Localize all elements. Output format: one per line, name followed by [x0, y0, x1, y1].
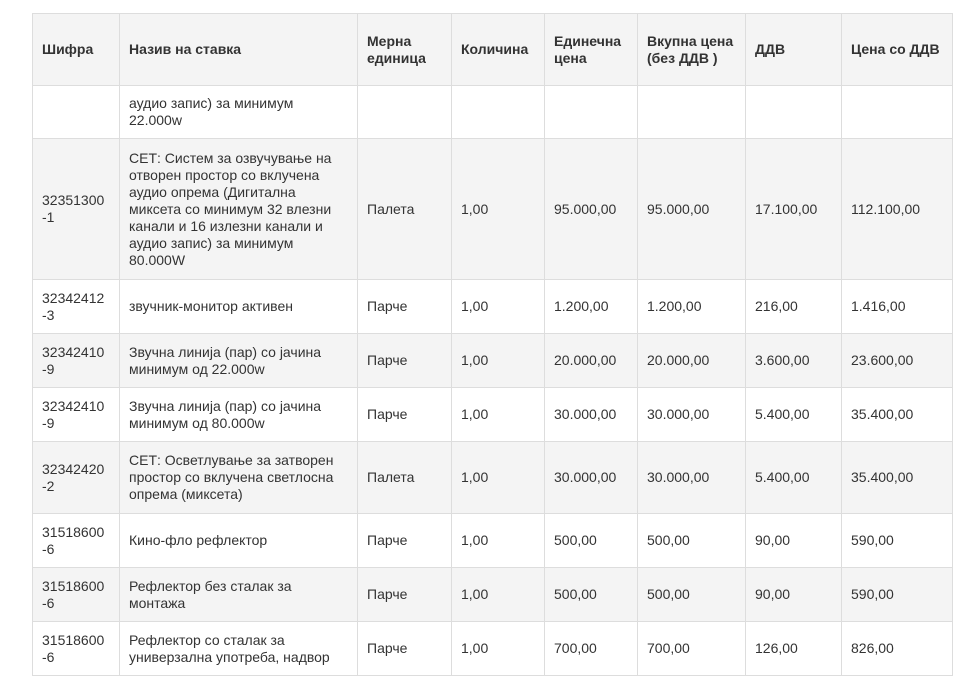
- cell-unit-price: 500,00: [545, 568, 638, 622]
- cell-total-no-vat: 500,00: [638, 568, 746, 622]
- cell-item-name: Звучна линија (пар) со јачина минимум од 22.000w: [120, 334, 358, 388]
- cell-unit-price: 30.000,00: [545, 388, 638, 442]
- table-row: [33, 622, 953, 676]
- cell-code: 31518600 -6: [33, 622, 120, 676]
- cell-price-with-vat: 1.416,00: [842, 280, 953, 334]
- cell-code: 32342410 -9: [33, 334, 120, 388]
- header-quantity: Количина: [452, 14, 545, 86]
- cell-quantity: 1,00: [452, 568, 545, 622]
- cell-unit-price: 20.000,00: [545, 334, 638, 388]
- cell-vat: 126,00: [746, 622, 842, 676]
- table-row: [33, 280, 953, 334]
- cell-total-no-vat: 95.000,00: [638, 139, 746, 280]
- cell-code: 32342412 -3: [33, 280, 120, 334]
- cell-unit: Палета: [358, 442, 452, 514]
- cell-vat: 90,00: [746, 514, 842, 568]
- cell-price-with-vat: 35.400,00: [842, 388, 953, 442]
- cell-total-no-vat: 700,00: [638, 622, 746, 676]
- cell-code: [33, 86, 120, 139]
- cell-code: 32351300 -1: [33, 139, 120, 280]
- items-table-container: [32, 13, 952, 676]
- cell-unit: Палета: [358, 139, 452, 280]
- table-row: [33, 388, 953, 442]
- cell-price-with-vat: 590,00: [842, 514, 953, 568]
- cell-quantity: 1,00: [452, 280, 545, 334]
- cell-unit-price: [545, 86, 638, 139]
- cell-item-name: Звучна линија (пар) со јачина минимум од 80.000w: [120, 388, 358, 442]
- header-vat: ДДВ: [746, 14, 842, 86]
- table-row: [33, 514, 953, 568]
- cell-price-with-vat: 826,00: [842, 622, 953, 676]
- cell-total-no-vat: 1.200,00: [638, 280, 746, 334]
- cell-vat: 90,00: [746, 568, 842, 622]
- cell-vat: 5.400,00: [746, 442, 842, 514]
- cell-total-no-vat: [638, 86, 746, 139]
- cell-item-name: СЕТ: Систем за озвучување на отворен простор со вклучена аудио опрема (Дигитална миксета со минимум 32 влезни канали и 16 излезни канали и аудио запис) за минимум 80.000W: [120, 139, 358, 280]
- cell-item-name: звучник-монитор активен: [120, 280, 358, 334]
- header-price-with-vat: Цена со ДДВ: [842, 14, 953, 86]
- cell-price-with-vat: 35.400,00: [842, 442, 953, 514]
- cell-unit-price: 700,00: [545, 622, 638, 676]
- table-row: [33, 139, 953, 280]
- cell-unit: Парче: [358, 334, 452, 388]
- table-row: [33, 442, 953, 514]
- cell-vat: 3.600,00: [746, 334, 842, 388]
- cell-quantity: 1,00: [452, 334, 545, 388]
- cell-price-with-vat: 23.600,00: [842, 334, 953, 388]
- cell-total-no-vat: 500,00: [638, 514, 746, 568]
- cell-quantity: 1,00: [452, 388, 545, 442]
- header-unit: Мерна единица: [358, 14, 452, 86]
- cell-total-no-vat: 30.000,00: [638, 388, 746, 442]
- cell-unit: Парче: [358, 514, 452, 568]
- cell-code: 32342420 -2: [33, 442, 120, 514]
- cell-code: 32342410 -9: [33, 388, 120, 442]
- cell-unit: Парче: [358, 280, 452, 334]
- cell-item-name: Рефлектор без сталак за монтажа: [120, 568, 358, 622]
- cell-unit: Парче: [358, 622, 452, 676]
- cell-unit-price: 1.200,00: [545, 280, 638, 334]
- table-row: [33, 568, 953, 622]
- cell-item-name: Кино-фло рефлектор: [120, 514, 358, 568]
- cell-unit-price: 95.000,00: [545, 139, 638, 280]
- cell-price-with-vat: [842, 86, 953, 139]
- cell-code: 31518600 -6: [33, 514, 120, 568]
- cell-unit: Парче: [358, 568, 452, 622]
- cell-vat: 216,00: [746, 280, 842, 334]
- cell-item-name: Рефлектор со сталак за универзална употреба, надвор: [120, 622, 358, 676]
- cell-vat: [746, 86, 842, 139]
- cell-quantity: 1,00: [452, 442, 545, 514]
- cell-code: 31518600 -6: [33, 568, 120, 622]
- header-total-no-vat: Вкупна цена (без ДДВ ): [638, 14, 746, 86]
- cell-unit-price: 30.000,00: [545, 442, 638, 514]
- cell-item-name: аудио запис) за минимум 22.000w: [120, 86, 358, 139]
- table-row: [33, 334, 953, 388]
- cell-quantity: 1,00: [452, 139, 545, 280]
- header-code: Шифра: [33, 14, 120, 86]
- cell-quantity: [452, 86, 545, 139]
- cell-price-with-vat: 112.100,00: [842, 139, 953, 280]
- header-item-name: Назив на ставка: [120, 14, 358, 86]
- cell-total-no-vat: 30.000,00: [638, 442, 746, 514]
- cell-quantity: 1,00: [452, 622, 545, 676]
- table-header-row: [33, 14, 953, 86]
- cell-price-with-vat: 590,00: [842, 568, 953, 622]
- cell-quantity: 1,00: [452, 514, 545, 568]
- cell-item-name: СЕТ: Осветлување за затворен простор со вклучена светлосна опрема (миксета): [120, 442, 358, 514]
- cell-unit: [358, 86, 452, 139]
- table-row: [33, 86, 953, 139]
- cell-vat: 17.100,00: [746, 139, 842, 280]
- cell-total-no-vat: 20.000,00: [638, 334, 746, 388]
- cell-unit-price: 500,00: [545, 514, 638, 568]
- cell-vat: 5.400,00: [746, 388, 842, 442]
- items-table: [32, 13, 953, 676]
- cell-unit: Парче: [358, 388, 452, 442]
- header-unit-price: Единечна цена: [545, 14, 638, 86]
